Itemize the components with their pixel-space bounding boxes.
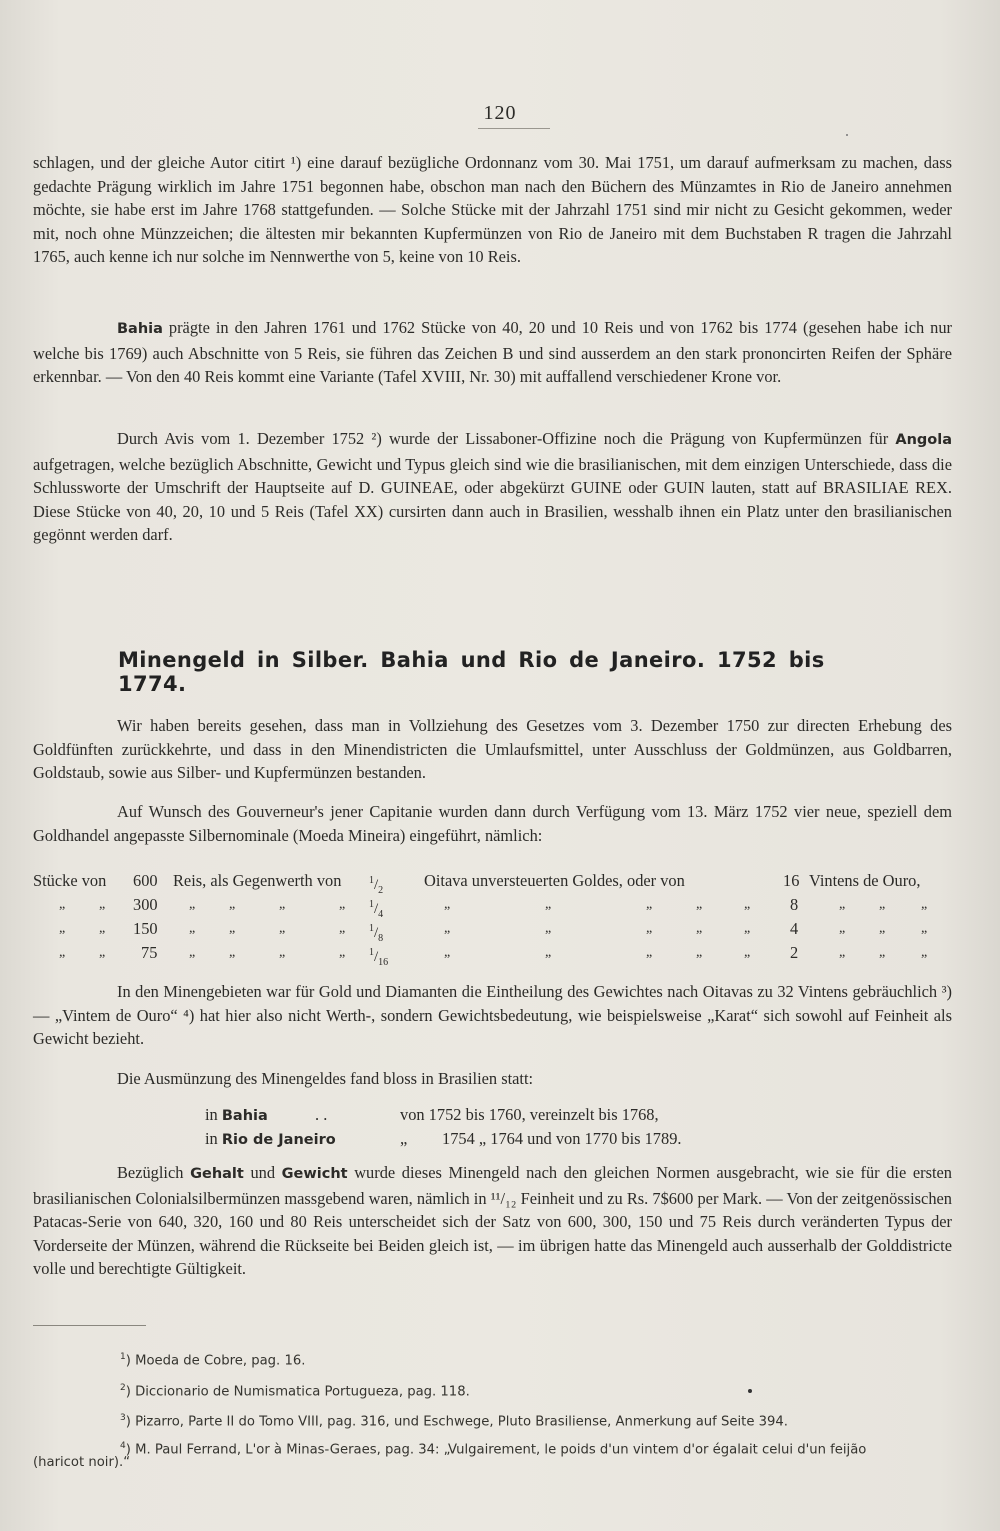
- ditto-mark: „: [444, 897, 451, 912]
- ditto-mark: „: [545, 897, 552, 912]
- coin-vintens: 2: [790, 943, 799, 962]
- ditto-mark: „: [696, 921, 703, 936]
- ditto-mark: „: [189, 945, 196, 960]
- ditto-mark: „: [879, 897, 886, 912]
- paragraph-oitavas: In den Minengebieten war für Gold und Diamanten die Eintheilung des Gewichtes nach Oitavas zu 32 Vintens gebräuchlich ³) — „Vintem de Ouro“ ⁴) hat hier also nicht Werth-, sondern Gewichtsbedeutung, wie beispielsweise „Karat“ sich sowohl auf Feinheit als Gewicht bezieht.: [33, 982, 952, 1049]
- coin-fraction: $^1/_4$: [369, 899, 384, 920]
- ditto-mark: „: [99, 897, 106, 912]
- mint-place: Rio de Janeiro: [221, 1132, 336, 1148]
- coin-row: [33, 942, 953, 968]
- paragraph-ausmuenzung: Die Ausmünzung des Minengeldes fand bloss in Brasilien statt:: [117, 1069, 534, 1088]
- mint-prefix: in: [205, 1129, 218, 1148]
- coin-vintens: 8: [790, 895, 799, 914]
- ditto-mark: „: [99, 921, 106, 936]
- ditto-mark: „: [545, 921, 552, 936]
- paragraph-bahia-text: prägte in den Jahren 1761 und 1762 Stücke von 40, 20 und 10 Reis und von 1762 bis 1774 (gesehen habe ich nur welche bis 1769) auch Abschnitte von 5 Reis, sie führen das Zeichen B und sind ausserdem an den stark prononcirten Reifen der Sphäre erkennbar. — Von den 40 Reis kommt eine Variante (Tafel XVIII, Nr. 30) mit auffallend verschiedener Krone vor.: [33, 318, 952, 387]
- ditto-mark: „: [646, 921, 653, 936]
- ditto-mark: „: [744, 897, 751, 912]
- ditto-mark: „: [229, 921, 236, 936]
- mint-prefix: in: [205, 1105, 218, 1124]
- paragraph-bahia: [33, 316, 952, 389]
- ditto-mark: „: [279, 945, 286, 960]
- ditto-mark: „: [444, 945, 451, 960]
- mint-dots: . .: [315, 1105, 328, 1124]
- ditto-mark: „: [744, 921, 751, 936]
- footnote-2: $^2$) Diccionario de Numismatica Portugueza, pag. 118.: [120, 1383, 470, 1400]
- gehalt-text-b: und: [243, 1163, 282, 1182]
- coin-row: [33, 894, 953, 920]
- ditto-mark: „: [696, 945, 703, 960]
- speck: [748, 1389, 752, 1393]
- paragraph-gehalt: [33, 1161, 952, 1281]
- ditto-mark: „: [339, 921, 346, 936]
- mint-dots: „: [400, 1129, 408, 1148]
- ditto-mark: „: [921, 945, 928, 960]
- coin-reis: 300: [133, 895, 158, 914]
- footnote-rule: [33, 1325, 146, 1326]
- angola-label: Angola: [895, 432, 952, 448]
- paragraph-1: schlagen, und der gleiche Autor citirt ¹) eine darauf bezügliche Ordonnanz vom 30. Mai 1751, um darauf aufmerksam zu machen, dass gedachte Prägung wirklich im Jahre 1751 begonnen habe, obschon man nach den Büchern des Münzamtes in Rio de Janeiro annehmen möchte, sie habe erst im Jahre 1768 stattgefunden. — Solche Stücke mit der Jahrzahl 1751 sind mir nicht zu Gesicht gekommen, weder mit, noch ohne Münzzeichen; die ältesten mir bekannten Kupfermünzen von Rio de Janeiro mit dem Buchstaben R tragen die Jahrzahl 1765, auch kenne ich nur solche im Nennwerthe von 5, keine von 10 Reis.: [33, 153, 952, 267]
- ditto-mark: „: [545, 945, 552, 960]
- ditto-mark: „: [921, 921, 928, 936]
- gewicht-label: Gewicht: [281, 1166, 348, 1182]
- mint-period: von 1752 bis 1760, vereinzelt bis 1768,: [400, 1105, 659, 1124]
- coin-vintens: 4: [790, 919, 799, 938]
- paragraph-minengeld-intro: Wir haben bereits gesehen, dass man in Vollziehung des Gesetzes vom 3. Dezember 1750 zur directen Erhebung des Goldfünften zurückkehrte, und dass in den Minendistricten die Umlaufsmittel, unter Ausschluss der Goldmünzen, aus Goldbarren, Goldstaub, sowie aus Silber- und Kupfermünzen bestanden.: [33, 716, 952, 783]
- section-heading: Minengeld in Silber. Bahia und Rio de Janeiro. 1752 bis 1774.: [118, 648, 825, 696]
- gehalt-text-c: wurde dieses Minengeld nach den gleichen Normen ausgebracht, wie sie für die ersten brasilianischen Colonialsilbermünzen massgebend waren, nämlich in ¹¹/₁₂ Feinheit und zu Rs. 7$600 per Mark. — Von der zeitgenössischen Patacas-Serie von 640, 320, 160 und 80 Reis unterscheidet sich der Satz von 600, 300, 150 und 75 Reis durch veränderten Typus der Vorderseite der Münzen, während die Rückseite bei Beiden gleich ist, — im übrigen hatte das Minengeld auch ausserhalb der Golddistricte volle und berechtigte Gültigkeit.: [33, 1163, 952, 1279]
- ditto-mark: „: [839, 921, 846, 936]
- gehalt-text-a: Bezüglich: [117, 1163, 191, 1182]
- ditto-mark: „: [229, 945, 236, 960]
- page-number: 120: [483, 102, 517, 124]
- footnote-4-cont: (haricot noir).“: [33, 1455, 131, 1470]
- angola-text-a: Durch Avis vom 1. Dezember 1752 ²) wurde der Lissaboner-Offizine noch die Prägung von Kupfermünzen für: [117, 429, 896, 448]
- coin-row-lead: Stücke von: [33, 871, 107, 890]
- paragraph-angola: [33, 427, 952, 547]
- ditto-mark: „: [921, 897, 928, 912]
- ditto-mark: „: [646, 945, 653, 960]
- coin-reis: 150: [133, 919, 158, 938]
- mint-row-bahia: [205, 1103, 268, 1128]
- coin-fraction: $^1/_8$: [369, 923, 384, 944]
- footnote-4: $^4$) M. Paul Ferrand, L'or à Minas-Geraes, pag. 34: „Vulgairement, le poids d'un vintem d'or égalait celui d'un feijão: [120, 1441, 867, 1458]
- ditto-mark: „: [339, 897, 346, 912]
- ditto-mark: „: [189, 897, 196, 912]
- angola-text-b: aufgetragen, welche bezüglich Abschnitte, Gewicht und Typus gleich sind wie die brasilianischen, mit dem einzigen Unterschiede, dass die Schlussworte der Umschrift der Hauptseite auf D. GUINEAE, oder abgekürzt GUINE oder GUIN lauten, statt auf BRASILIAE REX. Diese Stücke von 40, 20, 10 und 5 Reis (Tafel XX) cursirten dann auch in Brasilien, wesshalb ihnen ein Platz unter den brasilianischen gegönnt werden darf.: [33, 454, 952, 545]
- page-number-rule: [478, 128, 550, 129]
- ditto-mark: „: [279, 921, 286, 936]
- speck: [846, 134, 848, 136]
- ditto-mark: „: [696, 897, 703, 912]
- ditto-mark: „: [839, 897, 846, 912]
- ditto-mark: „: [99, 945, 106, 960]
- ditto-mark: „: [444, 921, 451, 936]
- coin-end: Vintens de Ouro,: [809, 871, 921, 890]
- ditto-mark: „: [339, 945, 346, 960]
- mint-place: Bahia: [221, 1108, 268, 1124]
- ditto-mark: „: [279, 897, 286, 912]
- coin-fraction: $^1/_2$: [369, 875, 384, 896]
- coin-reis: 75: [141, 943, 158, 962]
- mint-period: 1754 „ 1764 und von 1770 bis 1789.: [442, 1129, 682, 1148]
- paragraph-gouverneur: Auf Wunsch des Gouverneur's jener Capitanie wurden dann durch Verfügung vom 13. März 1752 vier neue, speziell dem Goldhandel angepasste Silbernominale (Moeda Mineira) eingeführt, nämlich:: [33, 802, 952, 845]
- footnote-3: $^3$) Pizarro, Parte II do Tomo VIII, pag. 316, und Eschwege, Pluto Brasiliense, Anmerkung auf Seite 394.: [120, 1413, 788, 1430]
- ditto-mark: „: [879, 945, 886, 960]
- ditto-mark: „: [59, 921, 66, 936]
- coin-tail: Oitava unversteuerten Goldes, oder von: [424, 871, 685, 890]
- coin-row-600: [33, 870, 953, 896]
- ditto-mark: „: [59, 945, 66, 960]
- ditto-mark: „: [229, 897, 236, 912]
- mint-row-rio: [205, 1127, 336, 1152]
- footnote-1: $^1$) Moeda de Cobre, pag. 16.: [120, 1352, 306, 1369]
- ditto-mark: „: [744, 945, 751, 960]
- coin-reis: 600: [133, 871, 158, 890]
- coin-vintens: 16: [783, 871, 800, 890]
- ditto-mark: „: [839, 945, 846, 960]
- coin-row: [33, 918, 953, 944]
- ditto-mark: „: [646, 897, 653, 912]
- ditto-mark: „: [59, 897, 66, 912]
- coin-fraction: $^1/_{16}$: [369, 947, 389, 968]
- ditto-mark: „: [879, 921, 886, 936]
- gehalt-label: Gehalt: [190, 1166, 244, 1182]
- ditto-mark: „: [189, 921, 196, 936]
- coin-als: Reis, als Gegenwerth von: [173, 871, 342, 890]
- bahia-label: Bahia: [117, 321, 163, 337]
